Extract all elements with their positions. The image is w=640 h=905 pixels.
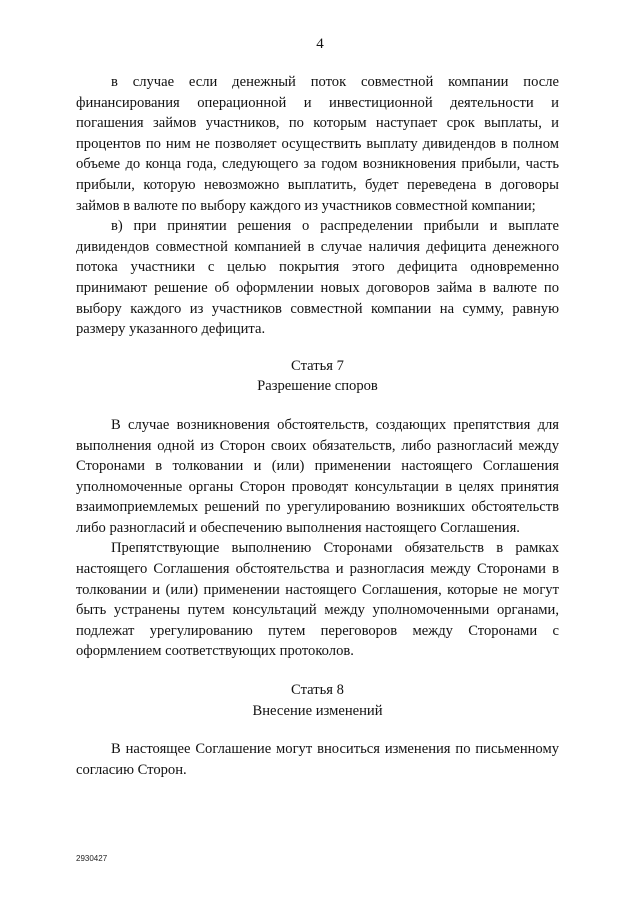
article-7-paragraph-2: Препятствующие выполнению Сторонами обязательств в рамках настоящего Соглашения обстоятельства и разногласия между Сторонами в толковании и (или) применении настоящего Соглашения, которые не могут быть устранены путем консультаций между уполномоченными органами, подлежат урегулированию путем переговоров между Сторонами с оформлением соответствующих протоколов. [76, 540, 559, 660]
article-7-number: Статья 7 [291, 357, 344, 374]
article-7-paragraph-1: В случае возникновения обстоятельств, создающих препятствия для выполнения одной из Сторон своих обязательств, либо разногласий между Сторонами в толковании и (или) применении настоящего Соглашения уполномоченные органы Сторон проводят консультации в целях принятия взаимоприемлемых решений по урегулированию возникших обстоятельств либо разногласий и обеспечению выполнения настоящего Соглашения. [76, 416, 559, 536]
article-8-number: Статья 8 [291, 682, 344, 699]
article-8-heading [76, 680, 559, 721]
document-body [76, 72, 559, 780]
article-7-heading [76, 356, 559, 397]
article-8-title: Внесение изменений [252, 702, 383, 719]
page-number: 4 [316, 36, 324, 52]
paragraph-deficit: в) при принятии решения о распределении прибыли и выплате дивидендов совместной компанией в случае наличия дефицита денежного потока участники с целью покрытия этого дефицита одновременно принимают решение об оформлении новых договоров займа в валюте по выбору каждого из участников совместной компании на сумму, равную размеру указанного дефицита. [76, 218, 559, 338]
document-code: 2930427 [76, 854, 108, 863]
article-8-paragraph-1: В настоящее Соглашение могут вноситься изменения по письменному согласию Сторон. [76, 741, 559, 778]
paragraph-cash-flow: в случае если денежный поток совместной компании после финансирования операционной и инвестиционной деятельности и погашения займов участников, по которым наступает срок выплаты, и процентов по ним не позволяет осуществить выплату дивидендов в полном объеме до конца года, следующего за годом возникновения прибыли, часть прибыли, которую невозможно выплатить, будет переведена в договоры займов в валюте по выбору каждого из участников совместной компании; [76, 74, 559, 214]
article-7-title: Разрешение споров [257, 378, 378, 395]
